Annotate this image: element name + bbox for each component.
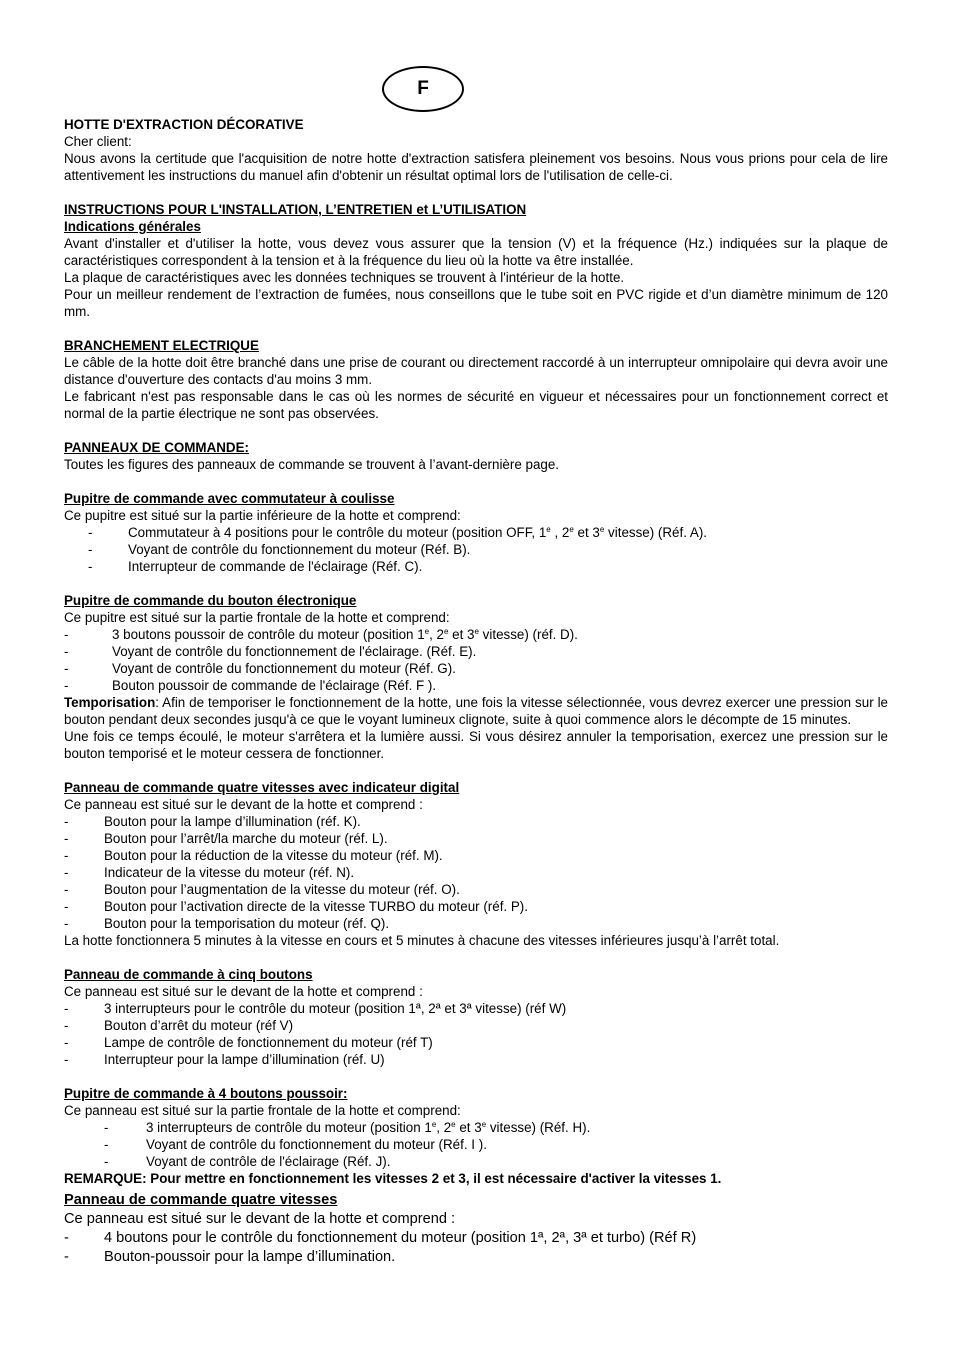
electronic-intro: Ce pupitre est situé sur la partie frontale de la hotte et comprend: [64,610,450,625]
electric-paragraph-2: Le fabricant n'est pas responsable dans le cas où les normes de sécurité en vigueur et nécessaires pour un fonctionnement correct et normal de la partie électrique ne sont pas observées. [64,389,888,421]
list-item: - Interrupteur de commande de l'éclairage (Réf. C). [88,559,423,574]
electric-heading: BRANCHEMENT ELECTRIQUE [64,338,259,353]
list-item: - Bouton poussoir de commande de l'éclairage (Réf. F ). [64,678,437,693]
digital-intro: Ce panneau est situé sur le devant de la hotte et comprend : [64,797,423,812]
list-item: - 3 interrupteurs pour le contrôle du moteur (position 1ª, 2ª et 3ª vitesse) (réf W) [64,1001,567,1016]
list-item: - Voyant de contrôle de l'éclairage (Réf. J). [104,1154,391,1169]
four-push-heading: Pupitre de commande à 4 boutons poussoir: [64,1086,348,1101]
five-buttons-heading: Panneau de commande à cinq boutons [64,967,313,982]
list-item: - Interrupteur pour la lampe d’illumination (réf. U) [64,1052,385,1067]
panels-heading: PANNEAUX DE COMMANDE: [64,440,249,455]
electric-paragraph-1: Le câble de la hotte doit être branché dans une prise de courant ou directement raccordé à un interrupteur omnipolaire qui devra avoir une distance d'ouverture des contacts d'au moins 3 mm. [64,355,888,387]
slider-intro: Ce pupitre est situé sur la partie inférieure de la hotte et comprend: [64,508,461,523]
list-item: - 3 boutons poussoir de contrôle du moteur (position 1e, 2e et 3e vitesse) (réf. D). [64,627,578,642]
five-buttons-intro: Ce panneau est situé sur le devant de la hotte et comprend : [64,984,423,999]
list-item: - Voyant de contrôle du fonctionnement de l'éclairage. (Réf. E). [64,644,477,659]
list-item: - 4 boutons pour le contrôle du fonctionnement du moteur (position 1ª, 2ª, 3ª et turbo) (Réf R) [64,1230,697,1246]
instructions-heading: INSTRUCTIONS POUR L'INSTALLATION, L’ENTRETIEN et L’UTILISATION [64,202,527,217]
list-item: - Bouton pour la temporisation du moteur (réf. Q). [64,916,390,931]
list-item: - Voyant de contrôle du fonctionnement du moteur (Réf. B). [88,542,471,557]
four-push-intro: Ce panneau est situé sur la partie frontale de la hotte et comprend: [64,1103,461,1118]
language-badge: F [382,66,464,112]
four-speed-intro: Ce panneau est situé sur le devant de la hotte et comprend : [64,1211,456,1227]
temporisation-paragraph: Temporisation: Afin de temporiser le fonctionnement de la hotte, une fois la vitesse sélectionnée, vous devrez exercer une pression sur le bouton pendant deux secondes jusqu'à ce que le voyant lumineux clignote, suite à quoi commence alors le décompte de 15 minutes. [64,695,888,727]
electronic-heading: Pupitre de commande du bouton électronique [64,593,357,608]
list-item: - Bouton pour l’arrêt/la marche du moteur (réf. L). [64,831,388,846]
slider-heading: Pupitre de commande avec commutateur à coulisse [64,491,395,506]
list-item: - Bouton pour l’augmentation de la vitesse du moteur (réf. O). [64,882,460,897]
list-item: - Lampe de contrôle de fonctionnement du moteur (réf T) [64,1035,433,1050]
list-item: - Commutateur à 4 positions pour le contrôle du moteur (position OFF, 1e , 2e et 3e vitesse) (Réf. A). [88,525,708,540]
list-item: - Bouton pour la réduction de la vitesse du moteur (réf. M). [64,848,443,863]
greeting: Cher client: [64,134,132,149]
remark: REMARQUE: Pour mettre en fonctionnement les vitesses 2 et 3, il est nécessaire d'activer la vitesses 1. [64,1171,722,1186]
digital-heading: Panneau de commande quatre vitesses avec indicateur digital [64,780,460,795]
list-item: - Bouton d’arrêt du moteur (réf V) [64,1018,294,1033]
general-paragraph-2: La plaque de caractéristiques avec les données techniques se trouvent à l'intérieur de la hotte. [64,270,625,285]
list-item: - Voyant de contrôle du fonctionnement du moteur (Réf. G). [64,661,456,676]
general-paragraph-3: Pour un meilleur rendement de l’extraction de fumées, nous conseillons que le tube soit en PVC rigide et d’un diamètre minimum de 120 mm. [64,287,888,319]
list-item: - 3 interrupteurs de contrôle du moteur (position 1e, 2e et 3e vitesse) (Réf. H). [104,1120,591,1135]
general-paragraph-1: Avant d'installer et d'utiliser la hotte, vous devez vous assurer que la tension (V) et la fréquence (Hz.) indiquées sur la plaque de caractéristiques correspondent à la tension et à la fréquence du lieu où la hotte va être installée. [64,236,888,268]
intro-paragraph: Nous avons la certitude que l'acquisition de notre hotte d'extraction satisfera pleinement vos besoins. Nous vous prions pour cela de lire attentivement les instructions du manuel afin d'obtenir un résultat optimal lors de l'utilisation de celle-ci. [64,151,888,183]
general-heading: Indications générales [64,219,201,234]
list-item: - Voyant de contrôle du fonctionnement du moteur (Réf. I ). [104,1137,487,1152]
four-speed-heading: Panneau de commande quatre vitesses [64,1192,338,1208]
document-body [64,116,888,1267]
list-item: - Bouton pour la lampe d’illumination (réf. K). [64,814,361,829]
list-item: - Bouton pour l’activation directe de la vitesse TURBO du moteur (réf. P). [64,899,528,914]
list-item: - Bouton-poussoir pour la lampe d’illumination. [64,1249,396,1265]
digital-outro: La hotte fonctionnera 5 minutes à la vitesse en cours et 5 minutes à chacune des vitesses inférieures jusqu’à l’arrêt total. [64,933,780,948]
list-item: - Indicateur de la vitesse du moteur (réf. N). [64,865,355,880]
temporisation-paragraph-2: Une fois ce temps écoulé, le moteur s'arrêtera et la lumière aussi. Si vous désirez annuler la temporisation, exercez une pression sur le bouton temporisé et le moteur cessera de fonctionner. [64,729,888,761]
document-title: HOTTE D'EXTRACTION DÉCORATIVE [64,117,304,132]
panels-paragraph: Toutes les figures des panneaux de commande se trouvent à l’avant-dernière page. [64,457,560,472]
